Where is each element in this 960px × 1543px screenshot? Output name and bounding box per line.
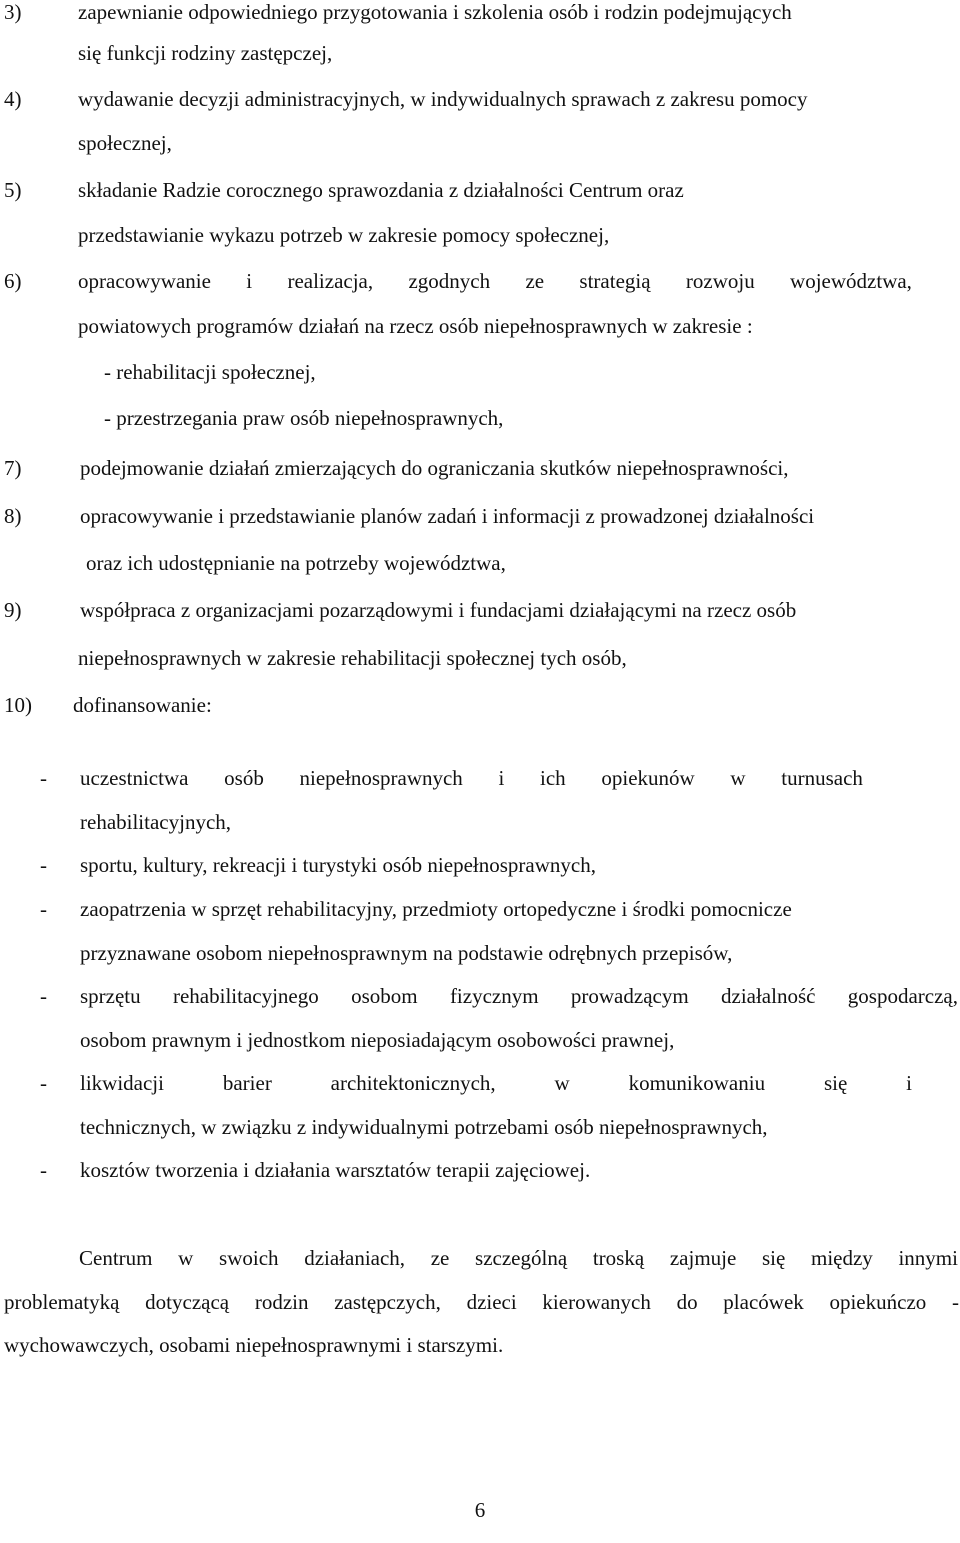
item-9-number: 9) [4, 598, 22, 622]
item-6-sub-2: - przestrzegania praw osób niepełnosprawnych, [104, 406, 504, 430]
word: się [823, 1071, 848, 1095]
item-3-line-1: zapewnianie odpowiedniego przygotowania i szkolenia osób i rodzin podejmujących [78, 0, 792, 24]
word: gospodarczą, [847, 984, 958, 1008]
word: opiekunów [601, 766, 695, 790]
word: w [730, 766, 746, 790]
item-6-line-1 [78, 268, 912, 294]
word: rodzin [254, 1290, 309, 1314]
word: - [951, 1290, 959, 1314]
word: architektonicznych, [330, 1071, 496, 1095]
word: realizacja, [287, 269, 374, 293]
paragraph-line-2 [4, 1289, 959, 1315]
word: się [761, 1246, 786, 1270]
item-6-sub-1: - rehabilitacji społecznej, [104, 360, 316, 384]
funding-a-line-2: rehabilitacyjnych, [80, 810, 232, 834]
item-4-line-1: wydawanie decyzji administracyjnych, w indywidualnych sprawach z zakresu pomocy [78, 87, 808, 111]
funding-e-dash: - [40, 1071, 47, 1095]
word: szczególną [475, 1246, 568, 1270]
word: dotyczącą [145, 1290, 230, 1314]
funding-d-line-2: osobom prawnym i jednostkom nieposiadającym osobowości prawnej, [80, 1028, 675, 1052]
funding-f-dash: - [40, 1158, 47, 1182]
word: do [676, 1290, 698, 1314]
word: innymi [898, 1246, 958, 1270]
word: problematyką [4, 1290, 120, 1314]
funding-c-dash: - [40, 897, 47, 921]
funding-c-line-2: przyznawane osobom niepełnosprawnym na podstawie odrębnych przepisów, [80, 941, 733, 965]
word: swoich [219, 1246, 279, 1270]
item-5-line-1: składanie Radzie corocznego sprawozdania z działalności Centrum oraz [78, 178, 684, 202]
word: barier [222, 1071, 272, 1095]
item-8-number: 8) [4, 504, 22, 528]
page-number: 6 [474, 1498, 486, 1522]
word: dzieci [466, 1290, 517, 1314]
item-6-number: 6) [4, 269, 22, 293]
word: zgodnych [408, 269, 491, 293]
word: niepełnosprawnych [299, 766, 463, 790]
item-8-line-2: oraz ich udostępnianie na potrzeby województwa, [86, 551, 506, 575]
funding-e-line-2: technicznych, w związku z indywidualnymi potrzebami osób niepełnosprawnych, [80, 1115, 768, 1139]
word: fizycznym [449, 984, 539, 1008]
word: osobom [351, 984, 418, 1008]
word: ze [430, 1246, 450, 1270]
word: działalność [721, 984, 816, 1008]
funding-b-dash: - [40, 853, 47, 877]
word: osób [224, 766, 264, 790]
word: sprzętu [80, 984, 141, 1008]
word: turnusach [781, 766, 863, 790]
item-9-line-2: niepełnosprawnych w zakresie rehabilitacji społecznej tych osób, [78, 646, 627, 670]
paragraph-line-1 [79, 1245, 958, 1271]
word: likwidacji [80, 1071, 164, 1095]
word: województwa, [790, 269, 912, 293]
word: troską [592, 1246, 645, 1270]
item-7-number: 7) [4, 456, 22, 480]
funding-c-line-1: zaopatrzenia w sprzęt rehabilitacyjny, przedmioty ortopedyczne i środki pomocnicze [80, 897, 792, 921]
word: w [178, 1246, 194, 1270]
item-3-line-2: się funkcji rodziny zastępczej, [78, 41, 333, 65]
funding-d-dash: - [40, 984, 47, 1008]
item-10-number: 10) [4, 693, 32, 717]
word: Centrum [79, 1246, 153, 1270]
funding-a-dash: - [40, 766, 47, 790]
word: zajmuje [669, 1246, 737, 1270]
word: zastępczych, [334, 1290, 441, 1314]
word: komunikowaniu [628, 1071, 766, 1095]
funding-a-line-1 [80, 765, 863, 791]
item-8-line-1: opracowywanie i przedstawianie planów zadań i informacji z prowadzonej działalności [80, 504, 815, 528]
word: opiekuńczo [829, 1290, 927, 1314]
word: opracowywanie [78, 269, 211, 293]
item-5-number: 5) [4, 178, 22, 202]
word: ich [540, 766, 566, 790]
item-4-line-2: społecznej, [78, 131, 172, 155]
item-3-number: 3) [4, 0, 22, 24]
word: placówek [723, 1290, 804, 1314]
word: ze [525, 269, 545, 293]
word: działaniach, [304, 1246, 406, 1270]
word: rehabilitacyjnego [172, 984, 319, 1008]
word: i [906, 1071, 912, 1095]
paragraph-line-3: wychowawczych, osobami niepełnosprawnymi i starszymi. [4, 1333, 504, 1357]
word: i [246, 269, 253, 293]
item-10-text: dofinansowanie: [73, 693, 212, 717]
word: między [810, 1246, 873, 1270]
item-4-number: 4) [4, 87, 22, 111]
funding-d-line-1 [80, 983, 958, 1009]
word: prowadzącym [570, 984, 689, 1008]
word: w [554, 1071, 570, 1095]
item-5-line-2: przedstawianie wykazu potrzeb w zakresie pomocy społecznej, [78, 223, 610, 247]
word: uczestnictwa [80, 766, 189, 790]
word: strategią [579, 269, 651, 293]
funding-e-line-1 [80, 1070, 912, 1096]
funding-f-text: kosztów tworzenia i działania warsztatów terapii zajęciowej. [80, 1158, 591, 1182]
item-7-text: podejmowanie działań zmierzających do ograniczania skutków niepełnosprawności, [80, 456, 789, 480]
word: kierowanych [542, 1290, 651, 1314]
item-9-line-1: współpraca z organizacjami pozarządowymi i fundacjami działającymi na rzecz osób [80, 598, 797, 622]
word: rozwoju [685, 269, 755, 293]
item-6-line-2: powiatowych programów działań na rzecz osób niepełnosprawnych w zakresie : [78, 314, 753, 338]
word: i [498, 766, 505, 790]
funding-b-text: sportu, kultury, rekreacji i turystyki osób niepełnosprawnych, [80, 853, 596, 877]
